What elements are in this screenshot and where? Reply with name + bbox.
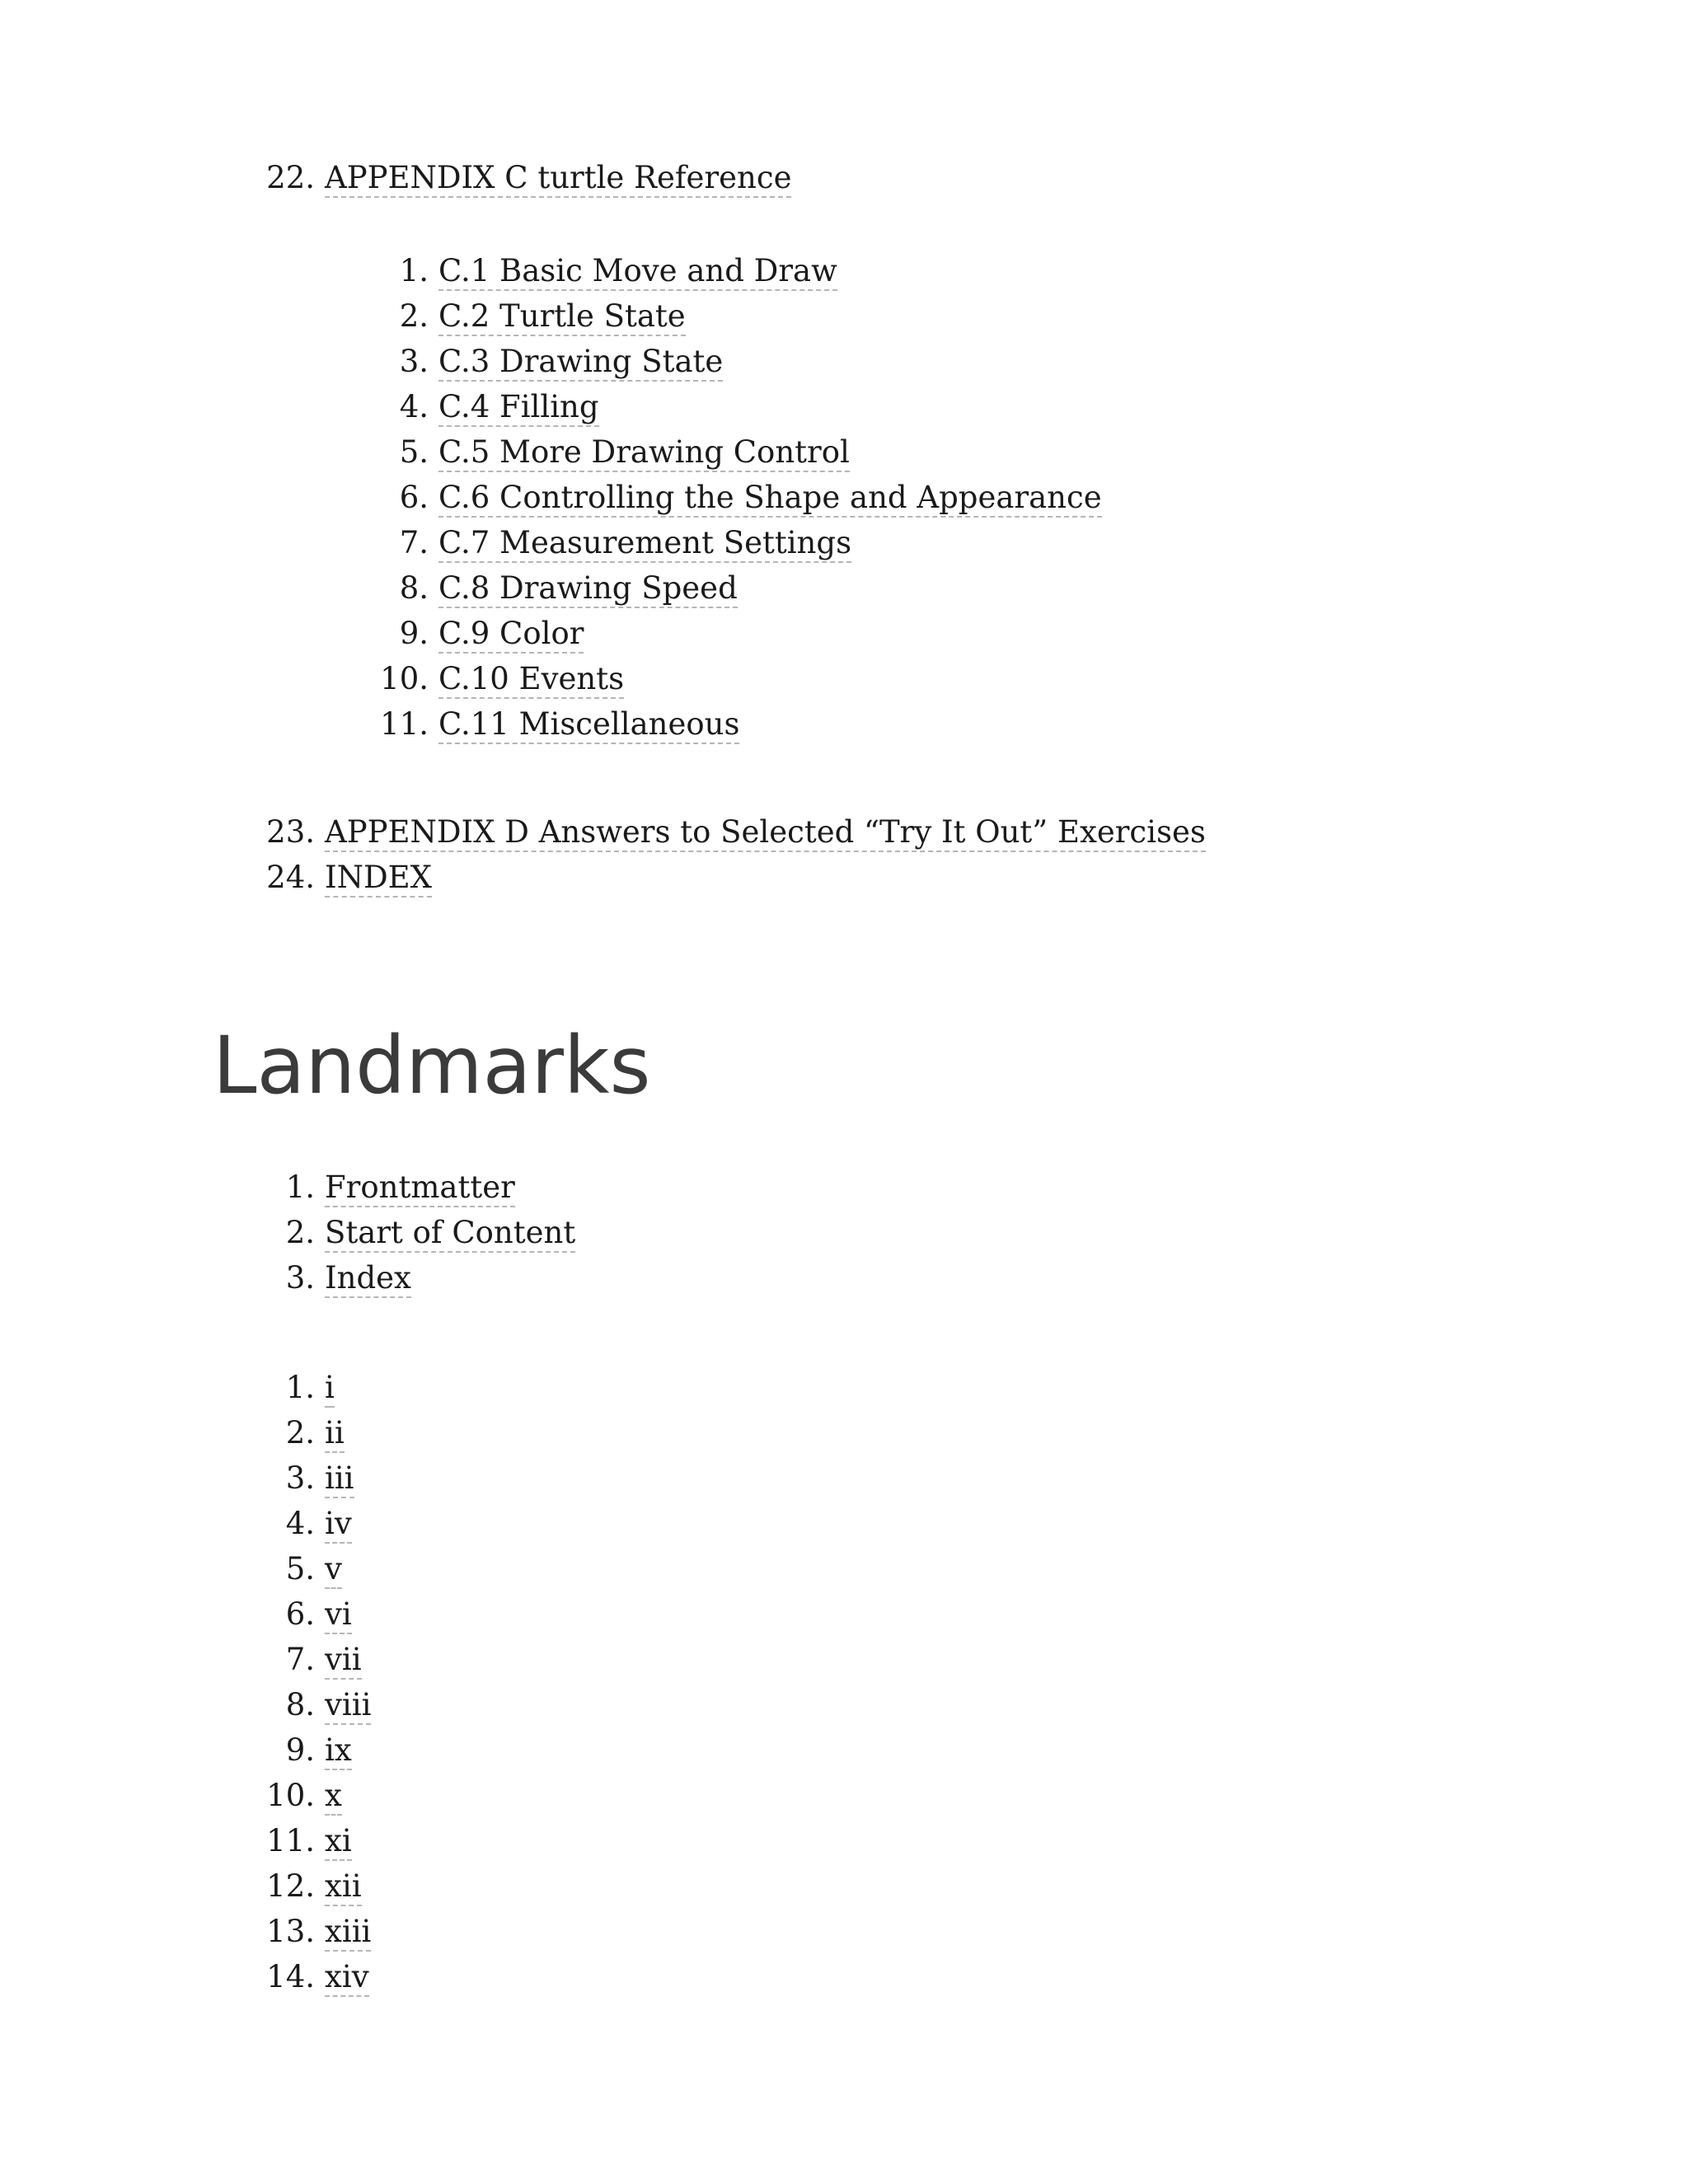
toc-subitem <box>0 475 1688 520</box>
landmarks-list <box>0 1165 1688 1301</box>
page-link[interactable]: ix <box>325 1733 352 1770</box>
toc-subitem <box>0 293 1688 339</box>
toc-subitem <box>0 520 1688 565</box>
page-list-number: 5. <box>285 1551 315 1586</box>
toc-link-c4-filling[interactable]: C.4 Filling <box>438 390 599 427</box>
page-list-number: 12. <box>266 1868 315 1904</box>
toc-subitem-number: 4. <box>399 389 429 424</box>
landmark-item <box>0 1255 1688 1301</box>
toc-link-appendix-c[interactable]: APPENDIX C turtle Reference <box>325 161 791 198</box>
page-list-number: 6. <box>285 1596 315 1632</box>
page-link[interactable]: x <box>325 1779 342 1816</box>
landmark-item <box>0 1165 1688 1210</box>
page-link[interactable]: xiii <box>325 1915 371 1952</box>
landmark-item-number: 1. <box>285 1169 315 1205</box>
toc-item-number: 24. <box>266 860 315 895</box>
page-list-number: 10. <box>266 1778 315 1813</box>
page-list-item <box>0 1863 1688 1909</box>
page-list-number: 2. <box>285 1415 315 1451</box>
toc-subitem <box>0 248 1688 293</box>
page-link[interactable]: v <box>325 1552 342 1589</box>
landmark-item-number: 2. <box>285 1215 315 1250</box>
page-list-item <box>0 1909 1688 1954</box>
toc-subitem-number: 7. <box>399 525 429 560</box>
page-link[interactable]: iv <box>325 1507 352 1544</box>
page-list-number: 13. <box>266 1914 315 1949</box>
page-list <box>0 1365 1688 1999</box>
page-link[interactable]: i <box>325 1371 335 1408</box>
toc-subitem-number: 1. <box>399 253 429 288</box>
toc-link-c10-events[interactable]: C.10 Events <box>438 662 624 699</box>
toc-subitem-number: 5. <box>399 434 429 470</box>
toc-subitem-number: 6. <box>399 480 429 515</box>
toc-link-c7-measurement-settings[interactable]: C.7 Measurement Settings <box>438 526 851 563</box>
page-link[interactable]: xi <box>325 1824 352 1861</box>
toc-link-c5-more-drawing-control[interactable]: C.5 More Drawing Control <box>438 435 850 472</box>
page-link[interactable]: viii <box>325 1688 371 1725</box>
toc-subitem <box>0 384 1688 429</box>
page-list-item <box>0 1455 1688 1501</box>
toc-subitem <box>0 339 1688 384</box>
toc-link-c3-drawing-state[interactable]: C.3 Drawing State <box>438 344 723 382</box>
toc-link-c11-miscellaneous[interactable]: C.11 Miscellaneous <box>438 707 739 744</box>
page-list-number: 3. <box>285 1460 315 1496</box>
page-list-item <box>0 1818 1688 1863</box>
page-list-item <box>0 1954 1688 1999</box>
page-link[interactable]: xiv <box>325 1960 369 1997</box>
toc-subitem <box>0 701 1688 747</box>
toc-subitem <box>0 656 1688 701</box>
toc-subitem-number: 9. <box>399 616 429 651</box>
toc-subitem <box>0 611 1688 656</box>
page-list-item <box>0 1546 1688 1591</box>
toc-subitem-number: 8. <box>399 570 429 606</box>
toc-item-appendix-c <box>0 155 1688 200</box>
page-list-item <box>0 1637 1688 1682</box>
toc-link-appendix-d[interactable]: APPENDIX D Answers to Selected “Try It Out” Exercises <box>325 815 1206 852</box>
toc-subitem-number: 2. <box>399 298 429 334</box>
page-list-item <box>0 1410 1688 1455</box>
page-list-item <box>0 1365 1688 1410</box>
page-link[interactable]: xii <box>325 1869 362 1906</box>
page-list-number: 14. <box>266 1959 315 1994</box>
page-list-number: 11. <box>266 1823 315 1858</box>
toc-item-appendix-d <box>0 809 1688 855</box>
toc-link-c1-basic-move-and-draw[interactable]: C.1 Basic Move and Draw <box>438 254 837 291</box>
toc-subitem-number: 10. <box>380 661 429 696</box>
landmark-item <box>0 1210 1688 1255</box>
landmark-link-index[interactable]: Index <box>325 1261 411 1298</box>
toc-link-c8-drawing-speed[interactable]: C.8 Drawing Speed <box>438 571 738 608</box>
page-list-number: 9. <box>285 1732 315 1768</box>
toc-link-c6-controlling-shape[interactable]: C.6 Controlling the Shape and Appearance <box>438 480 1102 518</box>
page-link[interactable]: vi <box>325 1597 352 1634</box>
list-spacer <box>0 200 1688 248</box>
toc-item-number: 23. <box>266 814 315 850</box>
page-list-item <box>0 1501 1688 1546</box>
toc-link-c9-color[interactable]: C.9 Color <box>438 616 584 654</box>
page-list-number: 8. <box>285 1687 315 1722</box>
page-list-item <box>0 1591 1688 1637</box>
page-link[interactable]: iii <box>325 1461 354 1498</box>
page-link[interactable]: vii <box>325 1643 362 1680</box>
toc-subitem <box>0 429 1688 475</box>
toc-link-index[interactable]: INDEX <box>325 860 432 898</box>
page-list-item <box>0 1727 1688 1773</box>
landmarks-heading: Landmarks <box>213 1019 651 1112</box>
toc-subitem-number: 11. <box>380 706 429 742</box>
table-of-contents <box>0 155 1688 900</box>
page-link[interactable]: ii <box>325 1416 345 1453</box>
page-list-number: 1. <box>285 1370 315 1405</box>
toc-item-index <box>0 855 1688 900</box>
toc-item-number: 22. <box>266 160 315 195</box>
landmark-item-number: 3. <box>285 1260 315 1296</box>
list-spacer <box>0 747 1688 809</box>
page-list-item <box>0 1682 1688 1727</box>
landmark-link-start-of-content[interactable]: Start of Content <box>325 1216 575 1253</box>
toc-sublist-appendix-c <box>0 248 1688 747</box>
landmark-link-frontmatter[interactable]: Frontmatter <box>325 1170 515 1207</box>
page-list-number: 7. <box>285 1642 315 1677</box>
page-list-item <box>0 1773 1688 1818</box>
page-list-number: 4. <box>285 1506 315 1541</box>
toc-subitem <box>0 565 1688 611</box>
toc-subitem-number: 3. <box>399 344 429 379</box>
toc-link-c2-turtle-state[interactable]: C.2 Turtle State <box>438 299 686 336</box>
